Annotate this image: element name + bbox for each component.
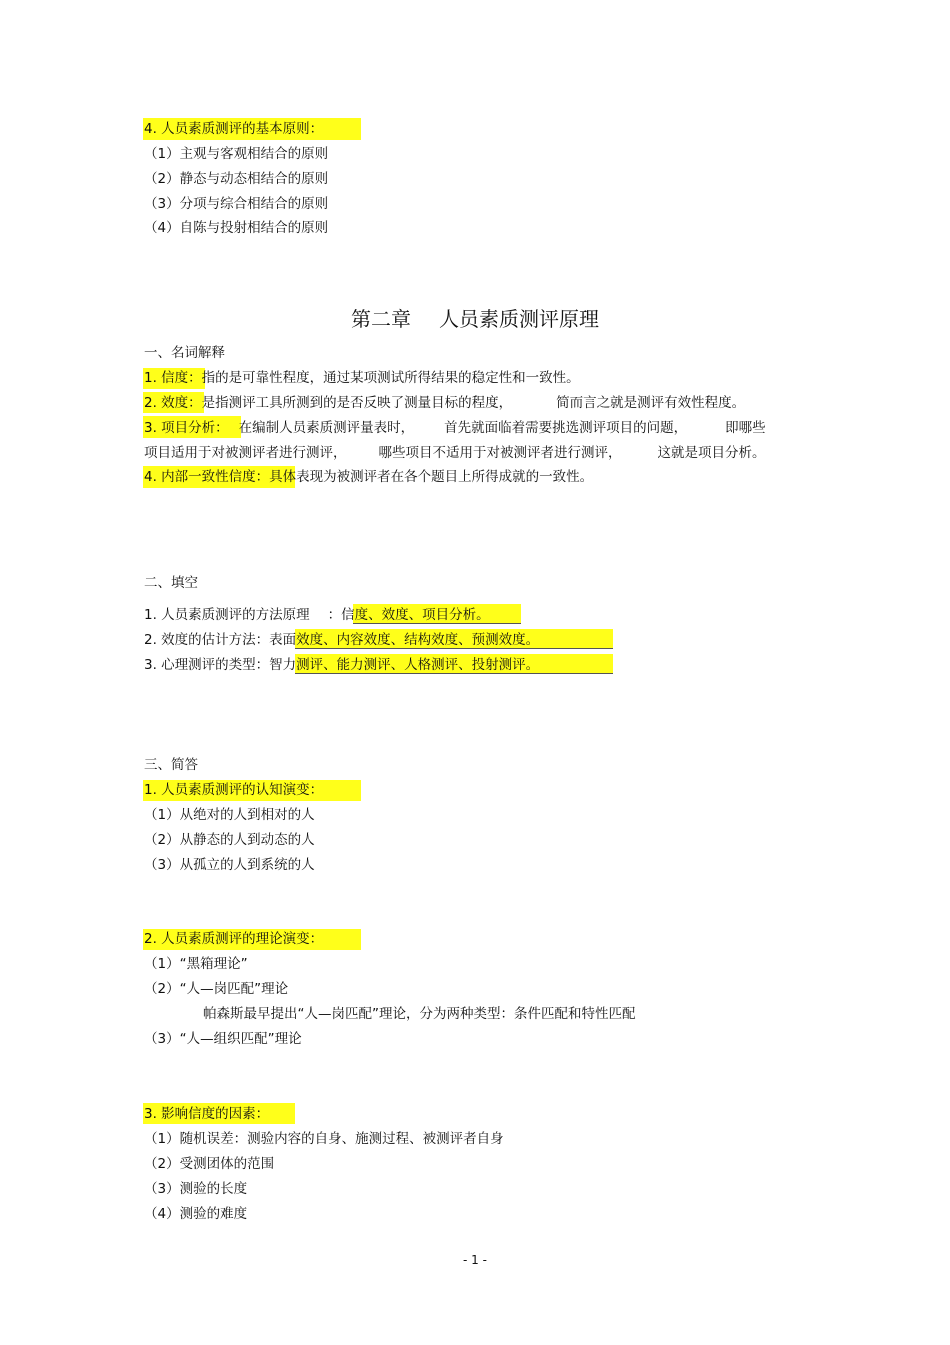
list-item: （3）测验的长度 <box>144 1181 248 1197</box>
list-item: （3）“人—组织匹配”理论 <box>144 1031 302 1047</box>
list-item: （1）“黑箱理论” <box>144 956 248 972</box>
term-label: 2. 效度： <box>144 395 202 411</box>
list-item: （2）“人—岗匹配”理论 <box>144 981 289 997</box>
term-label: 1. 信度： <box>144 370 202 386</box>
fill-item <box>144 655 539 675</box>
list-item: （2）静态与动态相结合的原则 <box>144 171 329 187</box>
answer-text: 力测评、能力测评、人格测评、投射测评。 <box>282 657 540 673</box>
list-item: （1）主观与客观相结合的原则 <box>144 146 329 162</box>
question-heading: 3. 影响信度的因素： <box>144 1106 270 1122</box>
definition-text: 项目适用于对被测评者进行测评， <box>144 445 347 461</box>
list-item: （3）分项与综合相结合的原则 <box>144 196 329 212</box>
definition-text: 指的是可靠性程度，通过某项测试所得结果的稳定性和一致性。 <box>201 370 580 386</box>
answer-text: 信度、效度、项目分析。 <box>341 607 490 623</box>
definition-text: 这就是项目分析。 <box>657 445 766 461</box>
definition-item-analysis <box>144 418 766 438</box>
section-title: 三、简答 <box>144 757 198 773</box>
list-item: （1）从绝对的人到相对的人 <box>144 807 315 823</box>
question-text: 3. 心理测评的类型：智 <box>144 657 283 673</box>
term-label: 3. 项目分析： <box>144 420 229 436</box>
chapter-title <box>0 303 950 332</box>
separator: ： <box>327 607 342 623</box>
question-text: 2. 效度的估计方法：表 <box>144 632 283 648</box>
list-item: （3）从孤立的人到系统的人 <box>144 857 315 873</box>
question-heading: 1. 人员素质测评的认知演变： <box>144 782 324 798</box>
list-note: 帕森斯最早提出“人—岗匹配”理论，分为两种类型：条件匹配和特性匹配 <box>203 1006 636 1022</box>
fill-item <box>144 630 539 650</box>
definition-text: 首先就面临着需要挑选测评项目的问题， <box>444 420 688 436</box>
definition-text: 即哪些 <box>725 420 766 436</box>
principles-heading: 4. 人员素质测评的基本原则： <box>144 121 324 137</box>
section-title: 一、名词解释 <box>144 345 225 361</box>
list-item: （4）自陈与投射相结合的原则 <box>144 220 329 236</box>
list-item: （4）测验的难度 <box>144 1206 248 1222</box>
definition-item-analysis-cont <box>144 443 766 463</box>
section-title: 二、填空 <box>144 575 198 591</box>
question-text: 1. 人员素质测评的方法原理 <box>144 607 310 623</box>
definition-text: 简而言之就是测评有效性程度。 <box>556 395 746 411</box>
question-heading: 2. 人员素质测评的理论演变： <box>144 931 324 947</box>
definition-text: 在编制人员素质测评量表时， <box>238 420 415 436</box>
definition-text: 是指测评工具所测到的是否反映了测量目标的程度， <box>201 395 513 411</box>
list-item: （2）从静态的人到动态的人 <box>144 832 315 848</box>
page-number: - 1 - <box>463 1253 487 1267</box>
definition-text: 哪些项目不适用于对被测评者进行测评， <box>378 445 622 461</box>
answer-text: 面效度、内容效度、结构效度、预测效度。 <box>282 632 540 648</box>
list-item: （1）随机误差：测验内容的自身、施测过程、被测评者自身 <box>144 1131 504 1147</box>
chapter-number: 第二章 <box>351 307 411 331</box>
chapter-name: 人员素质测评原理 <box>439 307 599 331</box>
fill-item <box>144 605 490 625</box>
term-label: 4. 内部一致性信度： <box>144 469 270 485</box>
definition-validity <box>144 393 745 413</box>
definition-text: 具体表现为被测评者在各个题目上所得成就的一致性。 <box>269 469 594 485</box>
definition-reliability <box>144 368 580 388</box>
list-item: （2）受测团体的范围 <box>144 1156 275 1172</box>
definition-internal-consistency <box>144 467 593 487</box>
